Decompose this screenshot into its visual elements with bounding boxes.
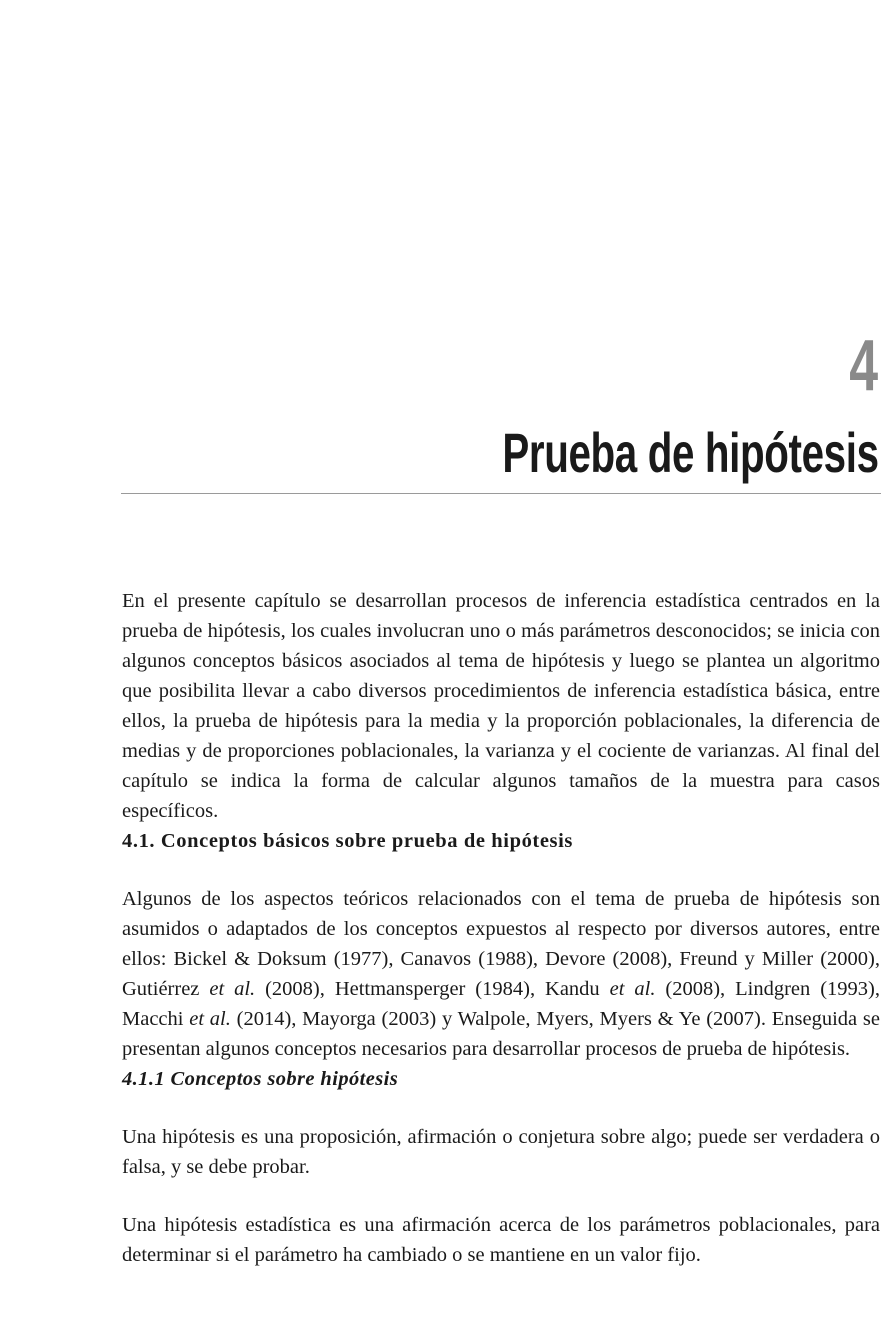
hypothesis-definition-paragraph: Una hipótesis es una proposición, afirmación o conjetura sobre algo; puede ser verdadera o falsa, y se debe probar. — [122, 1126, 880, 1178]
et-al-text: et al. — [609, 978, 656, 1000]
subsection-heading-4-1-1: 4.1.1 Conceptos sobre hipótesis — [122, 1068, 399, 1090]
paragraph-text: (2008), Hettmansperger (1984), Kandu — [255, 978, 610, 1000]
intro-paragraph: En el presente capítulo se desarrollan procesos de inferencia estadística centrados en la prueba de hipótesis, los cuales involucran uno o más parámetros desconocidos; se inicia con algunos conceptos básicos asociados al tema de hipótesis y luego se plantea un algoritmo que posibilita llevar a cabo diversos procedimientos de inferencia estadística básica, entre ellos, la prueba de hipótesis para la media y la proporción poblacionales, la diferencia de medias y de proporciones poblacionales, la varianza y el cociente de varianzas. Al final del capítulo se indica la forma de calcular algunos tamaños de la muestra para casos específicos. — [122, 590, 880, 822]
paragraph-text: (2014), Mayorga (2003) y Walpole, Myers, Myers & Ye (2007). Enseguida se presentan algunos conceptos necesarios para desarrollar procesos de prueba de hipótesis. — [122, 1008, 880, 1060]
chapter-body — [122, 586, 880, 1270]
statistical-hypothesis-paragraph: Una hipótesis estadística es una afirmación acerca de los parámetros poblacionales, para determinar si el parámetro ha cambiado o se mantiene en un valor fijo. — [122, 1214, 880, 1266]
chapter-title: Prueba de hipótesis — [502, 421, 879, 484]
section-4-1-paragraph — [122, 884, 880, 1064]
section-heading-4-1: 4.1. Conceptos básicos sobre prueba de hipótesis — [122, 830, 573, 852]
paragraph-text: (2008), Lindgren (1993), Macchi — [122, 978, 880, 1030]
title-divider — [121, 493, 881, 494]
et-al-text: et al. — [209, 978, 256, 1000]
chapter-number: 4 — [849, 326, 878, 406]
paragraph-text: Algunos de los aspectos teóricos relacionados con el tema de prueba de hipótesis son asumidos o adaptados de los conceptos expuestos al respecto por diversos autores, entre ellos: Bickel & Doksum (1977), Canavos (1988), Devore (2008), Freund y Miller (2000), Gutiérrez — [122, 888, 880, 1000]
et-al-text: et al. — [189, 1008, 231, 1030]
